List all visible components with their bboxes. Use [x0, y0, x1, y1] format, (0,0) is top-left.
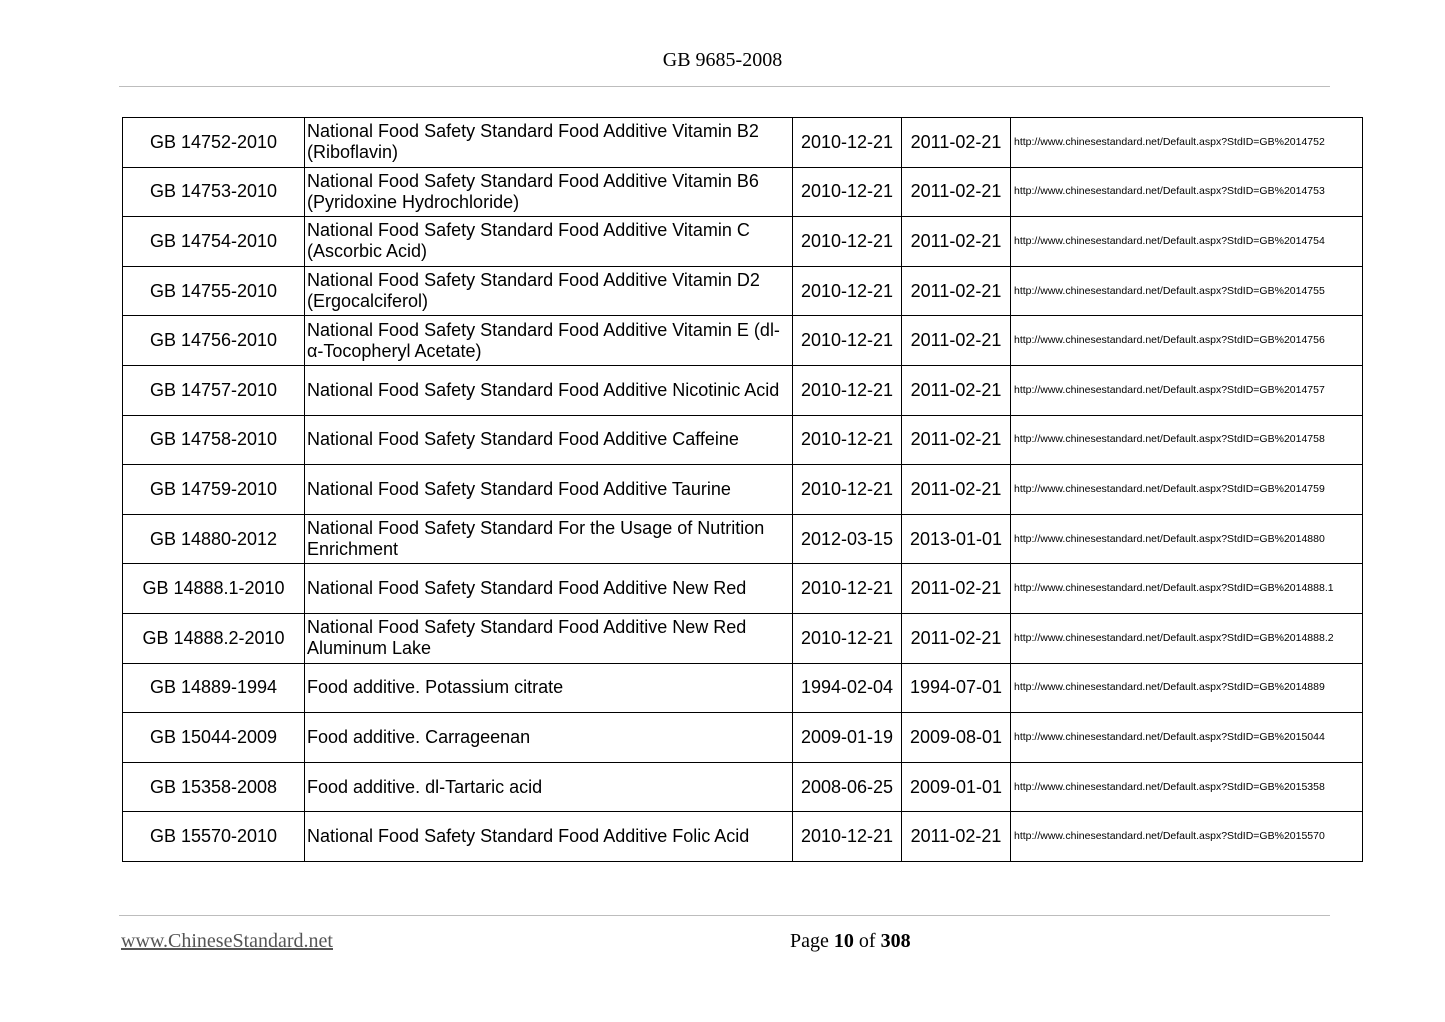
standard-name: National Food Safety Standard Food Additive Vitamin B6 (Pyridoxine Hydrochloride)	[305, 167, 793, 217]
implementation-date: 2011-02-21	[902, 415, 1011, 465]
standard-link[interactable]: http://www.chinesestandard.net/Default.aspx?StdID=GB%2014888.1	[1011, 564, 1363, 614]
standard-code: GB 14888.2-2010	[123, 613, 305, 663]
standard-name: National Food Safety Standard Food Additive Vitamin D2 (Ergocalciferol)	[305, 266, 793, 316]
implementation-date: 2011-02-21	[902, 365, 1011, 415]
issue-date: 2009-01-19	[793, 713, 902, 763]
standard-name: Food additive. dl-Tartaric acid	[305, 762, 793, 812]
standard-link[interactable]: http://www.chinesestandard.net/Default.aspx?StdID=GB%2014755	[1011, 266, 1363, 316]
standard-name: National Food Safety Standard Food Additive Vitamin C (Ascorbic Acid)	[305, 217, 793, 267]
issue-date: 2010-12-21	[793, 167, 902, 217]
table-row	[123, 713, 1363, 763]
page-total: 308	[880, 930, 911, 952]
standard-name: National Food Safety Standard Food Additive Nicotinic Acid	[305, 365, 793, 415]
standard-link[interactable]: http://www.chinesestandard.net/Default.aspx?StdID=GB%2015044	[1011, 713, 1363, 763]
standard-link[interactable]: http://www.chinesestandard.net/Default.aspx?StdID=GB%2014757	[1011, 365, 1363, 415]
standard-link[interactable]: http://www.chinesestandard.net/Default.aspx?StdID=GB%2014754	[1011, 217, 1363, 267]
table-row	[123, 514, 1363, 564]
table-row	[123, 564, 1363, 614]
standard-code: GB 14754-2010	[123, 217, 305, 267]
standard-link[interactable]: http://www.chinesestandard.net/Default.aspx?StdID=GB%2014758	[1011, 415, 1363, 465]
standard-code: GB 14758-2010	[123, 415, 305, 465]
page-number: 10	[833, 930, 854, 952]
issue-date: 2010-12-21	[793, 613, 902, 663]
page-indicator	[790, 930, 911, 953]
issue-date: 2010-12-21	[793, 465, 902, 515]
issue-date: 2010-12-21	[793, 118, 902, 168]
issue-date: 2010-12-21	[793, 217, 902, 267]
standard-link[interactable]: http://www.chinesestandard.net/Default.aspx?StdID=GB%2014752	[1011, 118, 1363, 168]
table-row	[123, 118, 1363, 168]
table-row	[123, 217, 1363, 267]
issue-date: 2012-03-15	[793, 514, 902, 564]
standards-table	[122, 117, 1363, 862]
implementation-date: 2009-01-01	[902, 762, 1011, 812]
table-row	[123, 167, 1363, 217]
implementation-date: 2011-02-21	[902, 217, 1011, 267]
implementation-date: 2011-02-21	[902, 465, 1011, 515]
standard-link[interactable]: http://www.chinesestandard.net/Default.aspx?StdID=GB%2014880	[1011, 514, 1363, 564]
implementation-date: 1994-07-01	[902, 663, 1011, 713]
table-row	[123, 812, 1363, 862]
page-header-title: GB 9685-2008	[662, 49, 783, 71]
page-prefix: Page	[790, 930, 829, 952]
standard-name: National Food Safety Standard For the Usage of Nutrition Enrichment	[305, 514, 793, 564]
standard-code: GB 14880-2012	[123, 514, 305, 564]
table-row	[123, 465, 1363, 515]
implementation-date: 2011-02-21	[902, 316, 1011, 366]
page-of: of	[858, 930, 876, 952]
table-row	[123, 316, 1363, 366]
issue-date: 1994-02-04	[793, 663, 902, 713]
table-row	[123, 365, 1363, 415]
implementation-date: 2009-08-01	[902, 713, 1011, 763]
standard-code: GB 14755-2010	[123, 266, 305, 316]
standard-code: GB 14756-2010	[123, 316, 305, 366]
implementation-date: 2011-02-21	[902, 812, 1011, 862]
standard-link[interactable]: http://www.chinesestandard.net/Default.aspx?StdID=GB%2014888.2	[1011, 613, 1363, 663]
standard-name: National Food Safety Standard Food Additive Caffeine	[305, 415, 793, 465]
standard-code: GB 14889-1994	[123, 663, 305, 713]
standard-name: National Food Safety Standard Food Additive Taurine	[305, 465, 793, 515]
implementation-date: 2013-01-01	[902, 514, 1011, 564]
issue-date: 2008-06-25	[793, 762, 902, 812]
issue-date: 2010-12-21	[793, 812, 902, 862]
standard-name: Food additive. Carrageenan	[305, 713, 793, 763]
implementation-date: 2011-02-21	[902, 167, 1011, 217]
standard-link[interactable]: http://www.chinesestandard.net/Default.aspx?StdID=GB%2014889	[1011, 663, 1363, 713]
table-row	[123, 266, 1363, 316]
standard-name: National Food Safety Standard Food Additive New Red	[305, 564, 793, 614]
site-link[interactable]: www.ChineseStandard.net	[121, 930, 333, 952]
table-row	[123, 415, 1363, 465]
issue-date: 2010-12-21	[793, 365, 902, 415]
standard-name: National Food Safety Standard Food Additive Folic Acid	[305, 812, 793, 862]
standard-name: Food additive. Potassium citrate	[305, 663, 793, 713]
footer-divider	[119, 915, 1330, 916]
standard-code: GB 15570-2010	[123, 812, 305, 862]
standard-link[interactable]: http://www.chinesestandard.net/Default.aspx?StdID=GB%2014753	[1011, 167, 1363, 217]
standard-code: GB 14752-2010	[123, 118, 305, 168]
implementation-date: 2011-02-21	[902, 564, 1011, 614]
standard-name: National Food Safety Standard Food Additive New Red Aluminum Lake	[305, 613, 793, 663]
implementation-date: 2011-02-21	[902, 118, 1011, 168]
standard-code: GB 15044-2009	[123, 713, 305, 763]
standard-code: GB 14753-2010	[123, 167, 305, 217]
standard-code: GB 14759-2010	[123, 465, 305, 515]
issue-date: 2010-12-21	[793, 415, 902, 465]
standard-link[interactable]: http://www.chinesestandard.net/Default.aspx?StdID=GB%2014756	[1011, 316, 1363, 366]
header-divider	[119, 86, 1330, 87]
standard-name: National Food Safety Standard Food Additive Vitamin E (dl-α-Tocopheryl Acetate)	[305, 316, 793, 366]
implementation-date: 2011-02-21	[902, 266, 1011, 316]
standard-link[interactable]: http://www.chinesestandard.net/Default.aspx?StdID=GB%2015570	[1011, 812, 1363, 862]
issue-date: 2010-12-21	[793, 266, 902, 316]
table-row	[123, 613, 1363, 663]
standard-link[interactable]: http://www.chinesestandard.net/Default.aspx?StdID=GB%2014759	[1011, 465, 1363, 515]
standard-code: GB 14888.1-2010	[123, 564, 305, 614]
standard-code: GB 15358-2008	[123, 762, 305, 812]
issue-date: 2010-12-21	[793, 564, 902, 614]
issue-date: 2010-12-21	[793, 316, 902, 366]
table-row	[123, 762, 1363, 812]
standard-code: GB 14757-2010	[123, 365, 305, 415]
implementation-date: 2011-02-21	[902, 613, 1011, 663]
standard-name: National Food Safety Standard Food Additive Vitamin B2 (Riboflavin)	[305, 118, 793, 168]
standard-link[interactable]: http://www.chinesestandard.net/Default.aspx?StdID=GB%2015358	[1011, 762, 1363, 812]
table-row	[123, 663, 1363, 713]
